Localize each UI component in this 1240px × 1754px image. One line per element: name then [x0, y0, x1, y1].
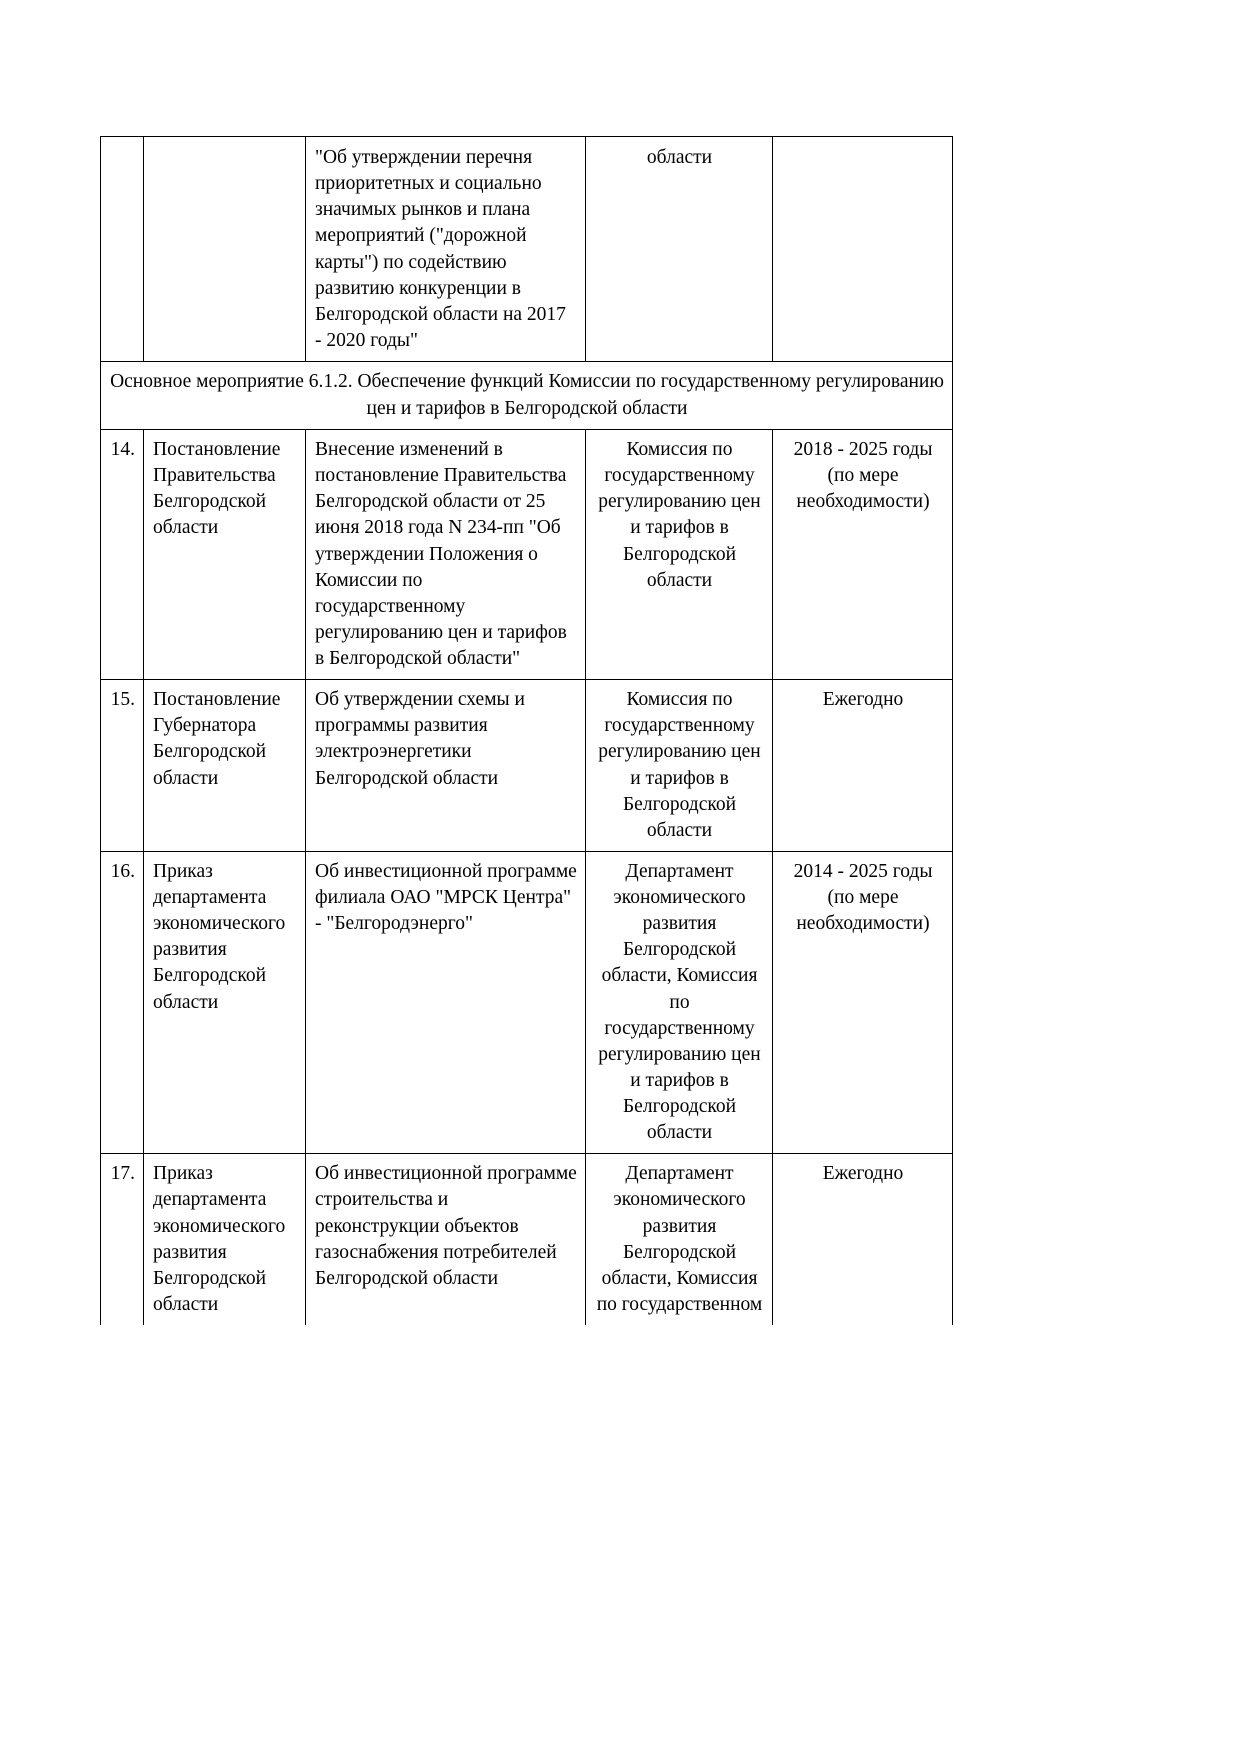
- cell-act-type: [144, 137, 306, 362]
- table-row: [101, 430, 953, 680]
- cell-act-subject: "Об утверждении перечня приоритетных и социально значимых рынков и плана мероприятий ("дорожной карты") по содействию развитию конкуренции в Белгородской области на 2017 - 2020 годы": [306, 137, 586, 362]
- table-row: [101, 851, 953, 1153]
- cell-deadline: Ежегодно: [773, 680, 953, 852]
- cell-deadline: 2018 - 2025 годы (по мере необходимости): [773, 430, 953, 680]
- table-row: [101, 1154, 953, 1325]
- cell-act-subject: Об утверждении схемы и программы развития электроэнергетики Белгородской области: [306, 680, 586, 852]
- cell-row-number: 16.: [101, 851, 144, 1153]
- cell-responsible: Комиссия по государственному регулированию цен и тарифов в Белгородской области: [586, 680, 773, 852]
- cell-responsible: Департамент экономического развития Белгородской области, Комиссия по государственному регулированию цен и тарифов в Белгородской области: [586, 851, 773, 1153]
- cell-deadline: 2014 - 2025 годы (по мере необходимости): [773, 851, 953, 1153]
- table-body: [101, 137, 953, 1326]
- cell-deadline: Ежегодно: [773, 1154, 953, 1325]
- cell-responsible: области: [586, 137, 773, 362]
- table-row: [101, 680, 953, 852]
- cell-act-type: Приказ департамента экономического развития Белгородской области: [144, 851, 306, 1153]
- program-measures-table: [100, 136, 953, 1325]
- cell-act-type: Постановление Губернатора Белгородской области: [144, 680, 306, 852]
- table-row-continued: [101, 137, 953, 362]
- table-row-section-heading: [101, 362, 953, 430]
- cell-act-subject: Внесение изменений в постановление Правительства Белгородской области от 25 июня 2018 года N 234-пп "Об утверждении Положения о Комиссии по государственному регулированию цен и тарифов в Белгородской области": [306, 430, 586, 680]
- cell-act-subject: Об инвестиционной программе строительства и реконструкции объектов газоснабжения потребителей Белгородской области: [306, 1154, 586, 1325]
- cell-row-number: 17.: [101, 1154, 144, 1325]
- cell-deadline: [773, 137, 953, 362]
- program-measures-table-container: [100, 136, 952, 1325]
- cell-act-subject: Об инвестиционной программе филиала ОАО "МРСК Центра" - "Белгородэнерго": [306, 851, 586, 1153]
- page-bottom-margin: [0, 1412, 1240, 1754]
- cell-responsible: Комиссия по государственному регулированию цен и тарифов в Белгородской области: [586, 430, 773, 680]
- cell-row-number: 15.: [101, 680, 144, 852]
- cell-row-number: [101, 137, 144, 362]
- cell-row-number: 14.: [101, 430, 144, 680]
- cell-act-type: Приказ департамента экономического развития Белгородской области: [144, 1154, 306, 1325]
- cell-act-type: Постановление Правительства Белгородской области: [144, 430, 306, 680]
- cell-responsible: Департамент экономического развития Белгородской области, Комиссия по государственном: [586, 1154, 773, 1325]
- section-heading-text: Основное мероприятие 6.1.2. Обеспечение функций Комиссии по государственному регулированию цен и тарифов в Белгородской области: [101, 362, 953, 430]
